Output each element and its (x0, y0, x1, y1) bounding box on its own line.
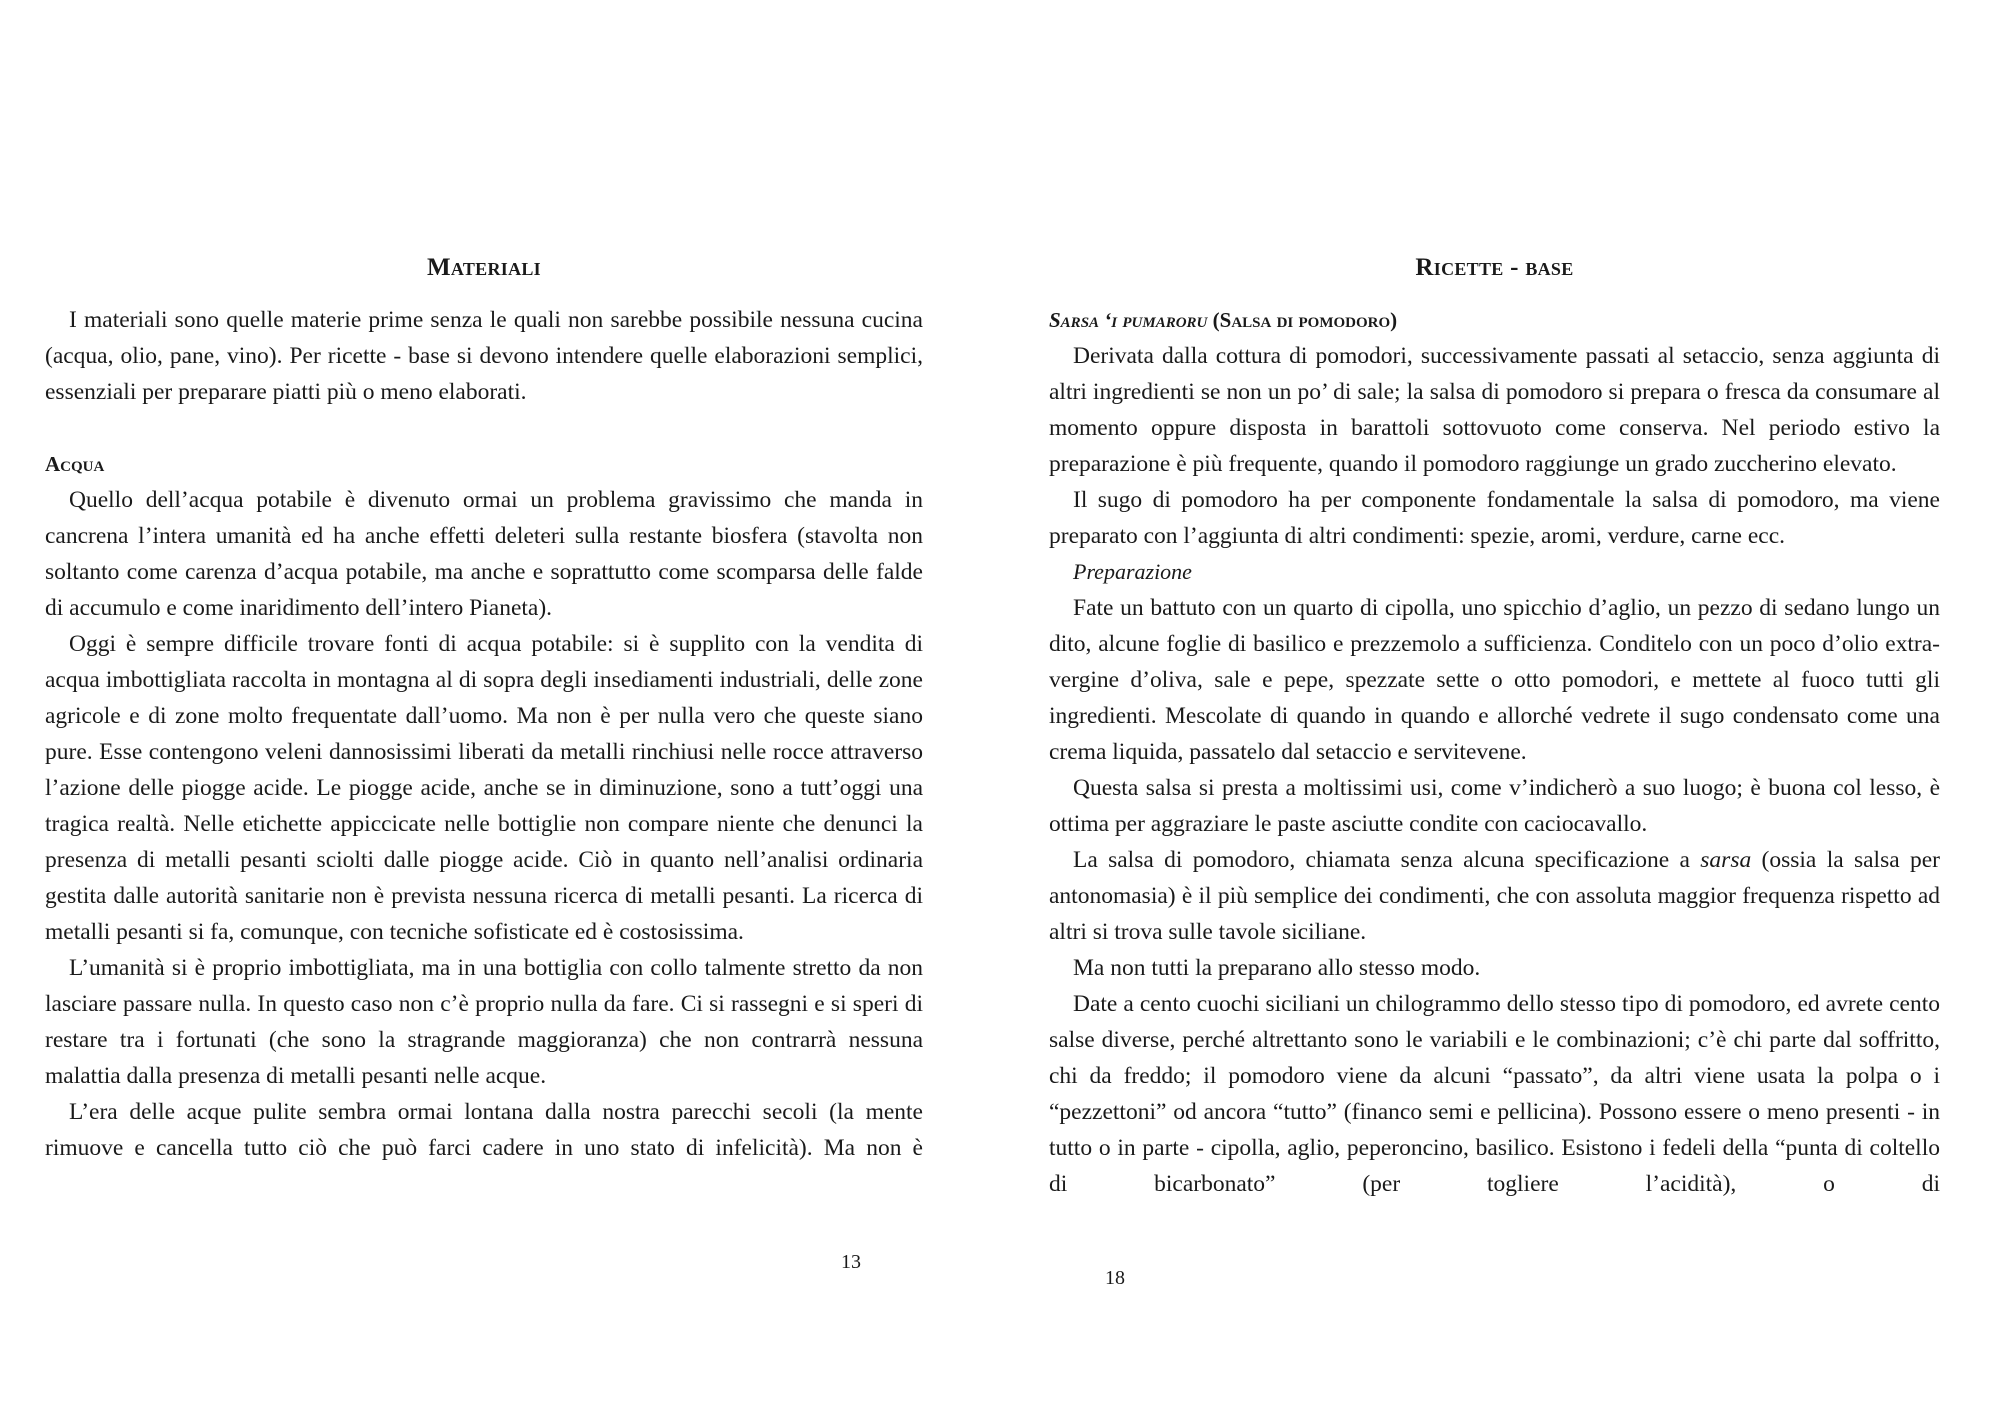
paragraph: Quello dell’acqua potabile è divenuto ormai un problema gravissimo che manda in cancrena l’intera umanità ed ha anche effetti deleteri sulla restante biosfera (stavolta non soltanto come carenza d’acqua potabile, ma anche e soprattutto come scomparsa delle falde di accumulo e come inaridimento dell’intero Pianeta). (45, 487, 923, 621)
paragraph: L’era delle acque pulite sembra ormai lontana dalla nostra parecchi secoli (la mente rimuove e cancella tutto ciò che può farci cadere in uno stato di infelicità). Ma non è (45, 1099, 923, 1161)
page-number: 13 (841, 1251, 861, 1273)
recipe-heading (1049, 302, 1940, 338)
text: La salsa di pomodoro, chiamata senza alcuna specificazione a (1073, 847, 1701, 873)
paragraph: Derivata dalla cottura di pomodori, successivamente passati al setaccio, senza aggiunta di altri ingredienti se non un po’ di sale; la salsa di pomodoro si prepara o fresca da consumare al momento oppure disposta in barattoli sottovuoto come conserva. Nel periodo estivo la preparazione è più frequente, quando il pomodoro raggiunge un grado zuccherino elevato. (1049, 343, 1940, 477)
preparation-label: Preparazione (1073, 559, 1192, 584)
paragraph: Il sugo di pomodoro ha per componente fondamentale la salsa di pomodoro, ma viene preparato con l’aggiunta di altri condimenti: spezie, aromi, verdure, carne ecc. (1049, 487, 1940, 549)
page-body (45, 302, 923, 1166)
italic-term: sarsa (1700, 847, 1752, 873)
paragraph: Ma non tutti la preparano allo stesso modo. (1073, 955, 1481, 981)
paragraph: Oggi è sempre difficile trovare fonti di acqua potabile: si è supplito con la vendita di acqua imbottigliata raccolta in montagna al di sopra degli insediamenti industriali, delle zone agricole e di zone molto frequentate dall’uomo. Ma non è per nulla vero che queste siano pure. Esse contengono veleni dannosissimi liberati da metalli rinchiusi nelle rocce attraverso l’azione delle piogge acide. Le piogge acide, anche se in diminuzione, sono a tutt’oggi una tragica realtà. Nelle etichette appiccicate nelle bottiglie non compare niente che denunci la presenza di metalli pesanti sciolti dalle piogge acide. Ciò in quanto nell’analisi ordinaria gestita dalle autorità sanitarie non è prevista nessuna ricerca di metalli pesanti. La ricerca di metalli pesanti si fa, comunque, con tecniche sofisticate ed è costosissima. (45, 631, 923, 945)
page-title: Ricette - base (1415, 254, 1574, 281)
paragraph: Fate un battuto con un quarto di cipolla, uno spicchio d’aglio, un pezzo di sedano lungo un dito, alcune foglie di basilico e prezzemolo a sufficienza. Conditelo con un poco d’olio extra-vergine d’oliva, sale e pepe, spezzate sette o otto pomodori, e mettete al fuoco tutti gli ingredienti. Mescolate di quando in quando e allorché vedrete il sugo condensato come una crema liquida, passatelo dal setaccio e servitevene. (1049, 595, 1940, 765)
page-title: Materiali (427, 254, 541, 281)
paragraph: L’umanità si è proprio imbottigliata, ma in una bottiglia con collo talmente stretto da non lasciare passare nulla. In questo caso non c’è proprio nulla da fare. Ci si rassegni e si speri di restare tra i fortunati (che sono la stragrande maggioranza) che non contrarrà nessuna malattia dalla presenza di metalli pesanti nelle acque. (45, 955, 923, 1089)
intro-paragraph: I materiali sono quelle materie prime senza le quali non sarebbe possibile nessuna cucina (acqua, olio, pane, vino). Per ricette - base si devono intendere quelle elaborazioni semplici, essenziali per preparare piatti più o meno elaborati. (45, 307, 923, 405)
recipe-heading-italian: (Salsa di pomodoro) (1207, 308, 1398, 332)
paragraph: Questa salsa si presta a moltissimi usi, come v’indicherò a suo luogo; è buona col lesso, è ottima per aggraziare le paste asciutte condite con caciocavallo. (1049, 775, 1940, 837)
page-number: 18 (1105, 1267, 1125, 1289)
paragraph: Date a cento cuochi siciliani un chilogrammo dello stesso tipo di pomodoro, ed avrete cento salse diverse, perché altrettanto sono le variabili e le combinazioni; c’è chi parte dal soffritto, chi da freddo; il pomodoro viene da alcuni “passato”, da altri viene usata la polpa o i “pezzettoni” od ancora “tutto” (financo semi e pellicina). Possono essere o meno presenti - in tutto o in parte - cipolla, aglio, peperoncino, basilico. Esistono i fedeli della “punta di coltello di bicarbonato” (per togliere l’acidità), o di (1049, 991, 1940, 1197)
paragraph (1049, 842, 1940, 950)
recipe-heading-dialect: Sarsa ‘i pumaroru (1049, 308, 1208, 332)
page-body (1049, 302, 1940, 1202)
spacer (45, 410, 923, 446)
section-heading: Acqua (45, 452, 105, 476)
text: (ossia la salsa per antonomasia) è il più semplice dei condimenti, che con assoluta maggior frequenza rispetto ad altri si trova sulle tavole siciliane. (1049, 847, 1940, 945)
